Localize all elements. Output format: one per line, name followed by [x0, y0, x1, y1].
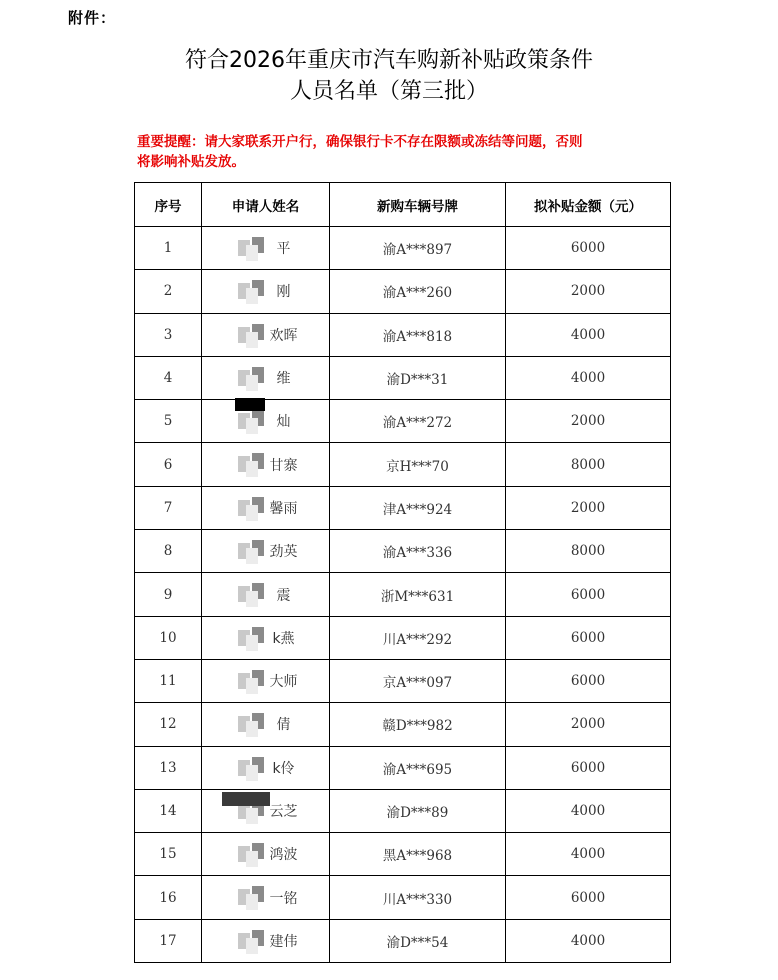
row-applicant-name	[202, 616, 330, 659]
table-row	[135, 659, 671, 702]
name-redaction-mosaic	[238, 625, 268, 651]
name-redaction-mosaic	[238, 581, 268, 607]
name-redaction-mosaic	[238, 235, 268, 261]
row-plate-number: 渝D***31	[330, 356, 506, 399]
applicant-name-text: 劲英	[269, 544, 298, 561]
row-serial-number: 16	[135, 876, 202, 919]
applicant-name-text: 刚	[276, 284, 291, 301]
row-serial-number: 3	[135, 313, 202, 356]
table-row	[135, 616, 671, 659]
applicant-name-text: 鸿波	[269, 847, 298, 864]
row-subsidy-amount: 2000	[506, 486, 671, 529]
row-plate-number: 京A***097	[330, 659, 506, 702]
table-row	[135, 746, 671, 789]
table-row	[135, 876, 671, 919]
row-applicant-name	[202, 876, 330, 919]
row-applicant-name	[202, 356, 330, 399]
row-subsidy-amount: 2000	[506, 400, 671, 443]
row-serial-number: 14	[135, 789, 202, 832]
table-row	[135, 789, 671, 832]
name-redaction-mosaic	[238, 755, 268, 781]
row-applicant-name	[202, 659, 330, 702]
row-applicant-name	[202, 443, 330, 486]
document-subtitle: 人员名单（第三批）	[289, 79, 488, 104]
redaction-bar	[235, 398, 265, 411]
row-plate-number: 川A***292	[330, 616, 506, 659]
row-subsidy-amount: 6000	[506, 876, 671, 919]
row-plate-number: 赣D***982	[330, 703, 506, 746]
row-plate-number: 渝A***260	[330, 270, 506, 313]
row-applicant-name	[202, 703, 330, 746]
row-serial-number: 7	[135, 486, 202, 529]
row-plate-number: 黑A***968	[330, 833, 506, 876]
row-plate-number: 川A***330	[330, 876, 506, 919]
table-row	[135, 313, 671, 356]
row-applicant-name	[202, 833, 330, 876]
row-serial-number: 12	[135, 703, 202, 746]
row-serial-number: 15	[135, 833, 202, 876]
row-serial-number: 17	[135, 919, 202, 962]
row-subsidy-amount: 2000	[506, 703, 671, 746]
row-subsidy-amount: 4000	[506, 833, 671, 876]
row-plate-number: 浙M***631	[330, 573, 506, 616]
row-serial-number: 5	[135, 400, 202, 443]
row-serial-number: 10	[135, 616, 202, 659]
table-header-row	[135, 183, 671, 227]
name-redaction-mosaic	[238, 408, 268, 434]
row-applicant-name	[202, 400, 330, 443]
row-subsidy-amount: 6000	[506, 227, 671, 270]
applicant-name-text: 平	[276, 241, 291, 258]
important-notice-continued: 将影响补贴发放。	[137, 154, 245, 170]
row-applicant-name	[202, 486, 330, 529]
row-subsidy-amount: 6000	[506, 616, 671, 659]
name-redaction-mosaic	[238, 884, 268, 910]
document-title: 符合2026年重庆市汽车购新补贴政策条件	[185, 48, 593, 73]
applicant-name-text: 欢晖	[269, 327, 298, 344]
row-applicant-name	[202, 313, 330, 356]
row-subsidy-amount: 6000	[506, 659, 671, 702]
row-serial-number: 9	[135, 573, 202, 616]
header-applicant-name: 申请人姓名	[202, 183, 330, 227]
table-row	[135, 400, 671, 443]
name-redaction-mosaic	[238, 451, 268, 477]
row-serial-number: 6	[135, 443, 202, 486]
table-row	[135, 833, 671, 876]
name-redaction-mosaic	[238, 711, 268, 737]
table-row	[135, 530, 671, 573]
row-serial-number: 4	[135, 356, 202, 399]
name-redaction-mosaic	[238, 365, 268, 391]
row-plate-number: 渝A***272	[330, 400, 506, 443]
name-redaction-mosaic	[238, 538, 268, 564]
recipient-table	[134, 182, 671, 963]
applicant-name-text: 维	[276, 371, 291, 388]
applicant-name-text: k伶	[272, 760, 295, 777]
name-redaction-mosaic	[238, 322, 268, 348]
applicant-name-text: 震	[276, 587, 291, 604]
row-applicant-name	[202, 919, 330, 962]
row-applicant-name	[202, 530, 330, 573]
row-subsidy-amount: 6000	[506, 573, 671, 616]
table-row	[135, 270, 671, 313]
row-subsidy-amount: 8000	[506, 443, 671, 486]
row-applicant-name	[202, 270, 330, 313]
applicant-name-text: 大师	[269, 674, 298, 691]
row-applicant-name	[202, 573, 330, 616]
row-serial-number: 11	[135, 659, 202, 702]
name-redaction-mosaic	[238, 668, 268, 694]
row-plate-number: 渝D***54	[330, 919, 506, 962]
row-serial-number: 8	[135, 530, 202, 573]
row-subsidy-amount: 6000	[506, 746, 671, 789]
row-serial-number: 1	[135, 227, 202, 270]
name-redaction-mosaic	[238, 841, 268, 867]
row-applicant-name	[202, 746, 330, 789]
row-plate-number: 渝A***897	[330, 227, 506, 270]
name-redaction-mosaic	[238, 495, 268, 521]
applicant-name-text: 倩	[276, 717, 291, 734]
name-redaction-mosaic	[238, 928, 268, 954]
row-plate-number: 渝D***89	[330, 789, 506, 832]
header-plate-number: 新购车辆号牌	[330, 183, 506, 227]
header-serial-number: 序号	[135, 183, 202, 227]
name-redaction-mosaic	[238, 278, 268, 304]
row-subsidy-amount: 8000	[506, 530, 671, 573]
table-row	[135, 227, 671, 270]
table-row	[135, 356, 671, 399]
applicant-name-text: k燕	[272, 630, 295, 647]
table-row	[135, 703, 671, 746]
attachment-label: 附件：	[68, 9, 117, 27]
row-serial-number: 2	[135, 270, 202, 313]
applicant-name-text: 云芝	[269, 804, 298, 820]
table-row	[135, 573, 671, 616]
table-row	[135, 486, 671, 529]
redaction-bar	[222, 792, 270, 806]
row-subsidy-amount: 4000	[506, 919, 671, 962]
row-applicant-name	[202, 227, 330, 270]
row-plate-number: 渝A***695	[330, 746, 506, 789]
applicant-name-text: 馨雨	[269, 500, 298, 517]
row-subsidy-amount: 4000	[506, 356, 671, 399]
applicant-name-text: 灿	[276, 414, 291, 431]
important-notice: 重要提醒：请大家联系开户行，确保银行卡不存在限额或冻结等问题，否则	[137, 134, 583, 150]
row-plate-number: 京H***70	[330, 443, 506, 486]
row-plate-number: 津A***924	[330, 486, 506, 529]
row-serial-number: 13	[135, 746, 202, 789]
header-subsidy-amount: 拟补贴金额（元）	[506, 183, 671, 227]
table-row	[135, 919, 671, 962]
row-subsidy-amount: 2000	[506, 270, 671, 313]
applicant-name-text: 建伟	[269, 933, 298, 950]
row-plate-number: 渝A***818	[330, 313, 506, 356]
table-row	[135, 443, 671, 486]
row-subsidy-amount: 4000	[506, 313, 671, 356]
row-plate-number: 渝A***336	[330, 530, 506, 573]
applicant-name-text: 一铭	[269, 890, 298, 907]
row-subsidy-amount: 4000	[506, 789, 671, 832]
applicant-name-text: 甘寨	[269, 457, 298, 474]
